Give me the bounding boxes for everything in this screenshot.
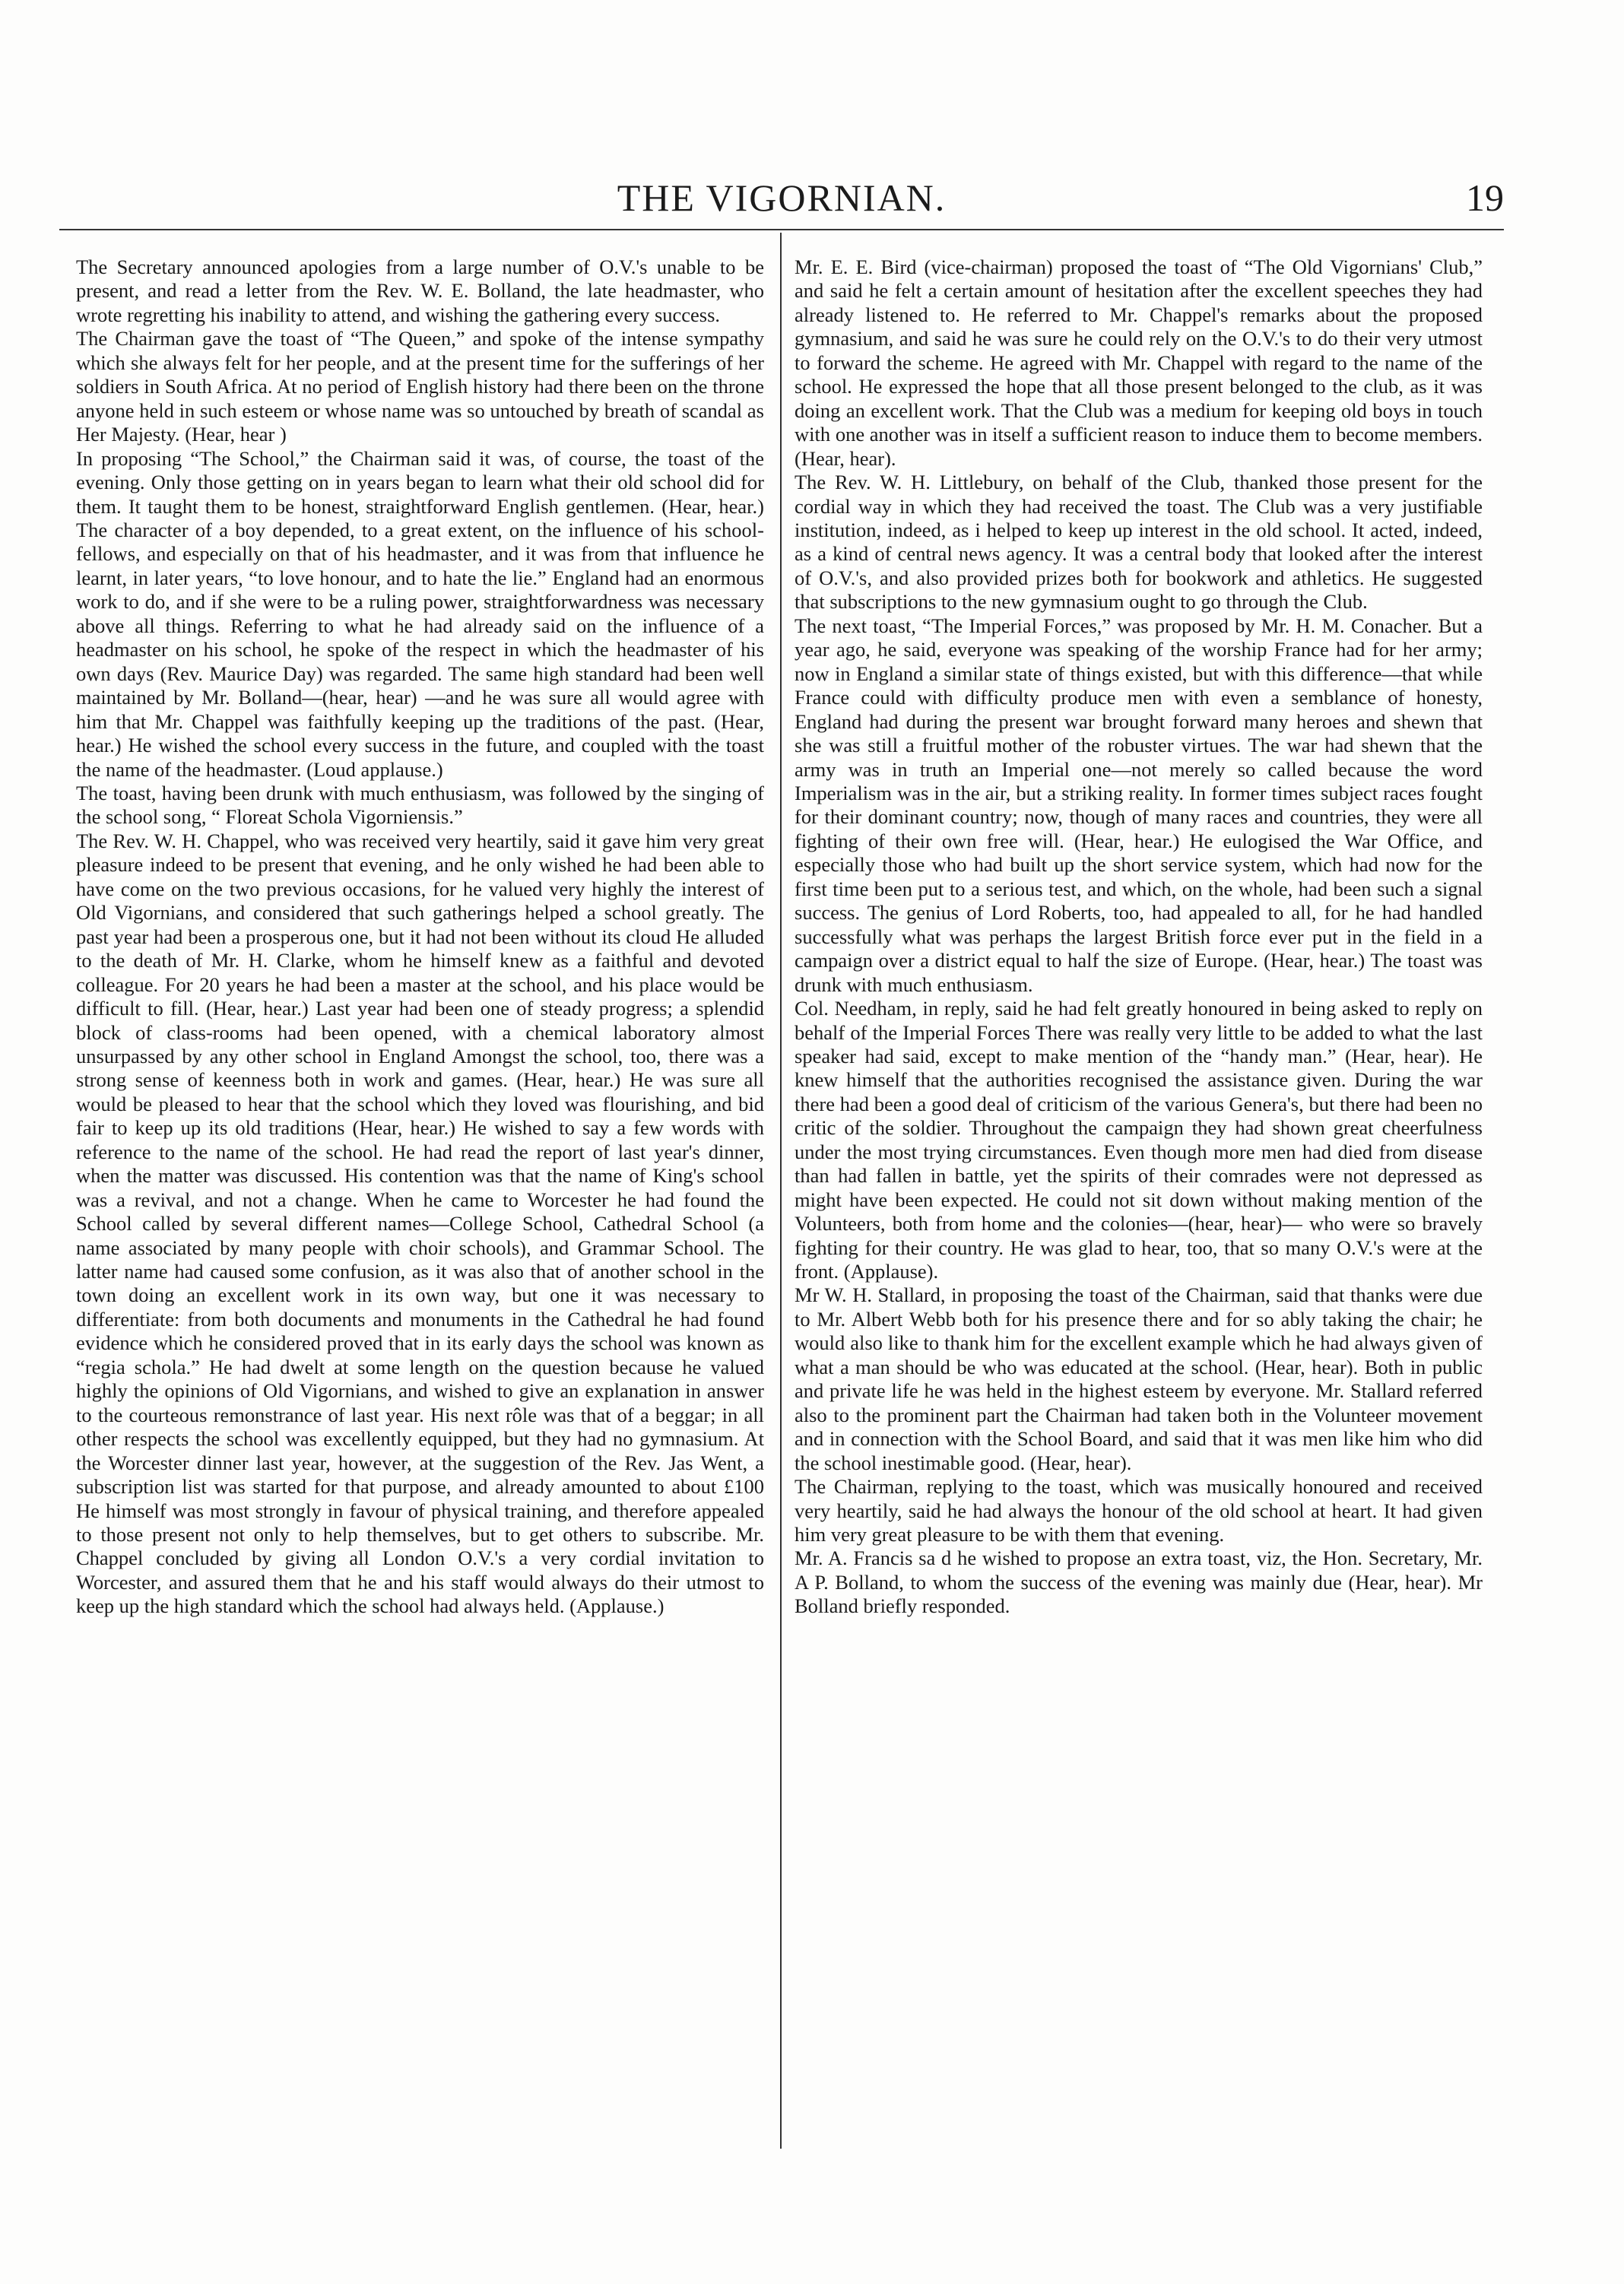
paragraph-toast-club: Mr. E. E. Bird (vice-chairman) proposed the toast of “The Old Vigornians' Club,” and said he felt a certain amount of hesitation after the excellent speeches they had already listened to. He referred to Mr. Chappel's remarks about the proposed gymnasium, and said he was sure he could rely on the O.V.'s to do their very utmost to forward the scheme. He agreed with Mr. Chappel with regard to the name of the school. He expressed the hope that all those present belonged to the club, as it was doing an excellent work. That the Club was a medium for keeping old boys in touch with one another was in itself a sufficient reason to induce them to become members. (Hear, hear). — [795, 255, 1483, 470]
page-title: THE VIGORNIAN. — [617, 176, 947, 219]
paragraph-toast-school: In proposing “The School,” the Chairman said it was, of course, the toast of the evening. Only those getting on in years began to learn what their old school did for them. It taught them to be honest, straightforward English gentlemen. (Hear, hear.) The character of a boy depended, to a great extent, on the influence of his school-fellows, and especially on that of his headmaster, and it was from that influence he learnt, in later years, “to love honour, and to hate the lie.” England had an enormous work to do, and if she were to be a ruling power, straightforwardness was necessary above all things. Referring to what he had already said on the influence of a headmaster on his school, he spoke of the respect in which the headmaster of his own days (Rev. Maurice Day) was regarded. The same high standard had been well maintained by Mr. Bolland—(hear, hear) —and he was sure all would agree with him that Mr. Chappel was faithfully keeping up the traditions of the past. (Hear, hear.) He wished the school every success in the future, and coupled with the toast the name of the headmaster. (Loud applause.) — [76, 446, 764, 781]
paragraph-chairman-reply: The Chairman, replying to the toast, which was musically honoured and received very heartily, said he had always the honour of the old school at heart. It had given him very great pleasure to be with them that evening. — [795, 1475, 1483, 1546]
paragraph-school-song: The toast, having been drunk with much enthusiasm, was followed by the singing of the school song, “ Floreat Schola Vigorniensis.” — [76, 781, 764, 829]
paragraph-needham-reply: Col. Needham, in reply, said he had felt greatly honoured in being asked to reply on behalf of the Imperial Forces There was really very little to be added to what the last speaker had said, except to make mention of the “handy man.” (Hear, hear). He knew himself that the authorities recognised the assistance given. During the war there had been a good deal of criticism of the various Genera's, but there had been no critic of the soldier. Throughout the campaign they had shown great cheerfulness under the most trying circumstances. Even though more men had died from disease than had fallen in battle, yet the spirits of their comrades were not depressed as might have been expected. He could not sit down without making mention of the Volunteers, both from home and the colonies—(hear, hear)— who were so bravely fighting for their country. He was glad to hear, too, that so many O.V.'s were at the front. (Applause). — [795, 997, 1483, 1283]
page-number: 19 — [1466, 176, 1504, 219]
page-header — [59, 175, 1504, 220]
paragraph-extra-toast: Mr. A. Francis sa d he wished to propose an extra toast, viz, the Hon. Secretary, Mr. A P. Bolland, to whom the success of the evening was mainly due (Hear, hear). Mr Bolland briefly responded. — [795, 1546, 1483, 1618]
paragraph-toast-forces: The next toast, “The Imperial Forces,” was proposed by Mr. H. M. Conacher. But a year ago, he said, everyone was speaking of the worship France had for her army; now in England a similar state of things existed, but with this difference—that while France could with difficulty produce men with even a semblance of honesty, England had during the present war brought forward many heroes and shewn that she was still a fruitful mother of the robuster virtues. The war had shewn that the army was in truth an Imperial one—not merely so called because the word Imperialism was in the air, but a striking reality. In former times subject races fought for their dominant country; now, though of many races and countries, they were all fighting of their own free will. (Hear, hear.) He eulogised the War Office, and especially those who had built up the short service system, which had now for the first time been put to a serious test, and which, on the whole, had been such a signal success. The genius of Lord Roberts, too, had appealed to all, for he had handled successfully what was perhaps the largest British force ever put in the field in a campaign over a district equal to half the size of Europe. (Hear, hear.) The toast was drunk with much enthusiasm. — [795, 614, 1483, 996]
left-column — [76, 255, 764, 1619]
paragraph-chappel-reply: The Rev. W. H. Chappel, who was received very heartily, said it gave him very great pleasure indeed to be present that evening, and he only wished he had been able to have come on the two previous occasions, for he valued very highly the interest of Old Vigornians, and considered that such gatherings helped a school greatly. The past year had been a prosperous one, but it had not been without its cloud He alluded to the death of Mr. H. Clarke, whom he himself knew as a faithful and devoted colleague. For 20 years he had been a master at the school, and his place would be difficult to fill. (Hear, hear.) Last year had been one of steady progress; a splendid block of class-rooms had been opened, with a chemical laboratory almost unsurpassed by any other school in England Amongst the school, too, there was a strong sense of keenness both in work and games. (Hear, hear.) He was sure all would be pleased to hear that the school which they loved was flourishing, and bid fair to keep up its old traditions (Hear, hear.) He wished to say a few words with reference to the name of the school. He had read the report of last year's dinner, when the matter was discussed. His contention was that the name of King's school was a revival, and not a change. When he came to Worcester he had found the School called by several different names—College School, Cathedral School (a name associated by many people with choir schools), and Grammar School. The latter name had caused some confusion, as it was also that of another school in the town doing an excellent work in its own way, but one it was necessary to differentiate: from both documents and monuments in the Cathedral he had found evidence which he considered proved that in its early days the school was known as “regia schola.” He had dwelt at some length on the question because he valued highly the opinions of Old Vigornians, and wished to give an explanation in answer to the courteous remonstrance of last year. His next rôle was that of a beggar; in all other respects the school was excellently equipped, but they had no gymnasium. At the Worcester dinner last year, however, at the suggestion of the Rev. Jas Went, a subscription list was started for that purpose, and already amounted to about £100 He himself was most strongly in favour of physical training, and therefore appealed to those present not only to help themselves, but to get others to subscribe. Mr. Chappel concluded by giving all London O.V.'s a very cordial invitation to Worcester, and assured them that he and his staff would always do their utmost to keep up the high standard which the school had always held. (Applause.) — [76, 829, 764, 1618]
header-rule — [59, 229, 1504, 230]
right-column — [795, 255, 1483, 1619]
column-divider — [780, 233, 782, 2149]
paragraph-littlebury-reply: The Rev. W. H. Littlebury, on behalf of the Club, thanked those present for the cordial way in which they had received the toast. The Club was a very justifiable institution, indeed, as i helped to keep up interest in the old school. It acted, indeed, as a kind of central news agency. It was a central body that looked after the interest of O.V.'s, and also provided prizes both for bookwork and athletics. He suggested that subscriptions to the new gymnasium ought to go through the Club. — [795, 471, 1483, 614]
paragraph-toast-chairman: Mr W. H. Stallard, in proposing the toast of the Chairman, said that thanks were due to Mr. Albert Webb both for his presence there and for so ably taking the chair; he would also like to thank him for the excellent example which he had always given of what a man should be who was educated at the school. (Hear, hear). Both in public and private life he was held in the highest esteem by everyone. Mr. Stallard referred also to the prominent part the Chairman had taken both in the Volunteer movement and in connection with the School Board, and said that it was men like him who did the school inestimable good. (Hear, hear). — [795, 1283, 1483, 1474]
paragraph-toast-queen: The Chairman gave the toast of “The Queen,” and spoke of the intense sympathy which she always felt for her people, and at the present time for the sufferings of her soldiers in South Africa. At no period of English history had there been on the throne anyone held in such esteem or whose name was so untouched by breath of scandal as Her Majesty. (Hear, hear ) — [76, 327, 764, 446]
paragraph-apologies: The Secretary announced apologies from a large number of O.V.'s unable to be present, and read a letter from the Rev. W. E. Bolland, the late headmaster, who wrote regretting his inability to attend, and wishing the gathering every success. — [76, 255, 764, 326]
